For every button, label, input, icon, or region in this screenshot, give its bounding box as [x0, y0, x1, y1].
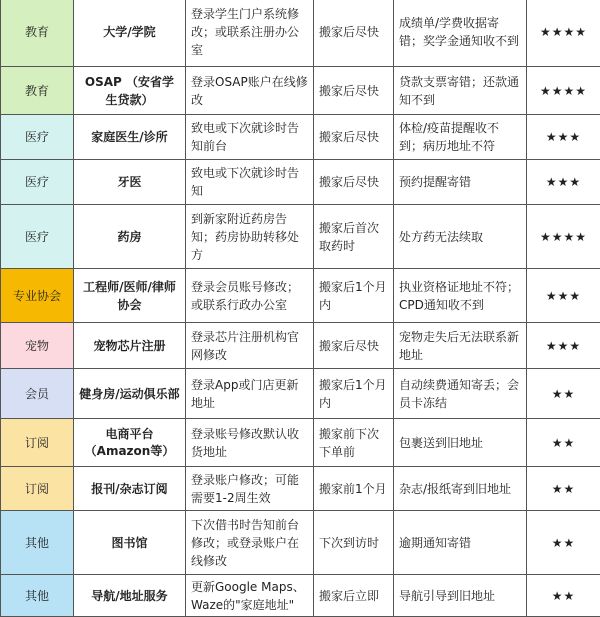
institution-cell [74, 160, 186, 205]
timing-cell: 搬家后尽快 [314, 67, 394, 115]
institution-cell [74, 67, 186, 115]
importance-stars: ★★★ [527, 160, 600, 205]
institution-cell [74, 115, 186, 160]
table-body [1, 0, 600, 617]
institution-cell [74, 369, 186, 419]
category-cell: 教育 [1, 0, 74, 67]
institution-name: 宠物芯片注册 [79, 337, 180, 355]
institution-cell [74, 323, 186, 369]
table-row [1, 323, 600, 369]
risk-cell: 包裹送到旧地址 [394, 419, 527, 467]
importance-stars: ★★★ [527, 323, 600, 369]
method-cell: 致电或下次就诊时告知 [186, 160, 314, 205]
method-cell: 更新Google Maps、Waze的"家庭地址" [186, 575, 314, 617]
timing-cell: 搬家前1个月 [314, 467, 394, 511]
table-row [1, 511, 600, 575]
institution-cell [74, 0, 186, 67]
institution-name: 药房 [79, 228, 180, 246]
timing-cell: 下次到访时 [314, 511, 394, 575]
institution-note: （Amazon等） [79, 443, 180, 460]
risk-cell: 宠物走失后无法联系新地址 [394, 323, 527, 369]
table-row [1, 419, 600, 467]
importance-stars: ★★ [527, 419, 600, 467]
category-cell: 医疗 [1, 160, 74, 205]
method-cell: 登录芯片注册机构官网修改 [186, 323, 314, 369]
category-cell: 其他 [1, 575, 74, 617]
method-cell: 致电或下次就诊时告知前台 [186, 115, 314, 160]
table-row [1, 115, 600, 160]
risk-cell: 体检/疫苗提醒收不到；病历地址不符 [394, 115, 527, 160]
timing-cell: 搬家后尽快 [314, 0, 394, 67]
timing-cell: 搬家后首次取药时 [314, 205, 394, 269]
institution-name: 导航/地址服务 [79, 587, 180, 605]
category-cell: 订阅 [1, 419, 74, 467]
risk-cell: 导航引导到旧地址 [394, 575, 527, 617]
category-cell: 宠物 [1, 323, 74, 369]
table-row [1, 160, 600, 205]
timing-cell: 搬家后尽快 [314, 160, 394, 205]
table-row [1, 205, 600, 269]
method-cell: 登录账户修改；可能需要1-2周生效 [186, 467, 314, 511]
institution-name: 报刊/杂志订阅 [79, 480, 180, 498]
timing-cell: 搬家后尽快 [314, 115, 394, 160]
risk-cell: 处方药无法续取 [394, 205, 527, 269]
risk-cell: 自动续费通知寄丢；会员卡冻结 [394, 369, 527, 419]
institution-name: 健身房/运动俱乐部 [79, 385, 180, 403]
importance-stars: ★★★ [527, 269, 600, 323]
institution-name: 图书馆 [79, 534, 180, 552]
method-cell: 到新家附近药房告知；药房协助转移处方 [186, 205, 314, 269]
category-cell: 医疗 [1, 205, 74, 269]
timing-cell: 搬家后1个月内 [314, 369, 394, 419]
category-cell: 专业协会 [1, 269, 74, 323]
timing-cell: 搬家前下次下单前 [314, 419, 394, 467]
institution-cell [74, 467, 186, 511]
method-cell: 登录OSAP账户在线修改 [186, 67, 314, 115]
institution-name: 电商平台 [79, 425, 180, 443]
importance-stars: ★★ [527, 575, 600, 617]
risk-cell: 成绩单/学费收据寄错；奖学金通知收不到 [394, 0, 527, 67]
risk-cell: 逾期通知寄错 [394, 511, 527, 575]
institution-name: 大学/学院 [79, 23, 180, 41]
table-row [1, 269, 600, 323]
timing-cell: 搬家后尽快 [314, 323, 394, 369]
table-row [1, 575, 600, 617]
institution-name: 牙医 [79, 173, 180, 191]
method-cell: 登录学生门户系统修改；或联系注册办公室 [186, 0, 314, 67]
institution-note: （安省学生贷款） [105, 75, 174, 107]
importance-stars: ★★★★ [527, 0, 600, 67]
table-row [1, 67, 600, 115]
timing-cell: 搬家后1个月内 [314, 269, 394, 323]
risk-cell: 预约提醒寄错 [394, 160, 527, 205]
institution-cell [74, 511, 186, 575]
institution-name: OSAP [85, 75, 122, 89]
risk-cell: 贷款支票寄错；还款通知不到 [394, 67, 527, 115]
institution-name: 工程师/医师/律师协会 [79, 278, 180, 314]
method-cell: 登录会员账号修改；或联系行政办公室 [186, 269, 314, 323]
category-cell: 医疗 [1, 115, 74, 160]
importance-stars: ★★ [527, 369, 600, 419]
category-cell: 教育 [1, 67, 74, 115]
institution-cell [74, 575, 186, 617]
table-row [1, 0, 600, 67]
table-row [1, 369, 600, 419]
importance-stars: ★★ [527, 511, 600, 575]
institution-name: 家庭医生/诊所 [79, 128, 180, 146]
category-cell: 订阅 [1, 467, 74, 511]
method-cell: 登录App或门店更新地址 [186, 369, 314, 419]
risk-cell: 杂志/报纸寄到旧地址 [394, 467, 527, 511]
institution-cell [74, 419, 186, 467]
method-cell: 下次借书时告知前台修改；或登录账户在线修改 [186, 511, 314, 575]
importance-stars: ★★ [527, 467, 600, 511]
importance-stars: ★★★★ [527, 205, 600, 269]
category-cell: 会员 [1, 369, 74, 419]
method-cell: 登录账号修改默认收货地址 [186, 419, 314, 467]
importance-stars: ★★★ [527, 115, 600, 160]
risk-cell: 执业资格证地址不符；CPD通知收不到 [394, 269, 527, 323]
institution-cell [74, 269, 186, 323]
category-cell: 其他 [1, 511, 74, 575]
importance-stars: ★★★★ [527, 67, 600, 115]
timing-cell: 搬家后立即 [314, 575, 394, 617]
institution-cell [74, 205, 186, 269]
table-row [1, 467, 600, 511]
